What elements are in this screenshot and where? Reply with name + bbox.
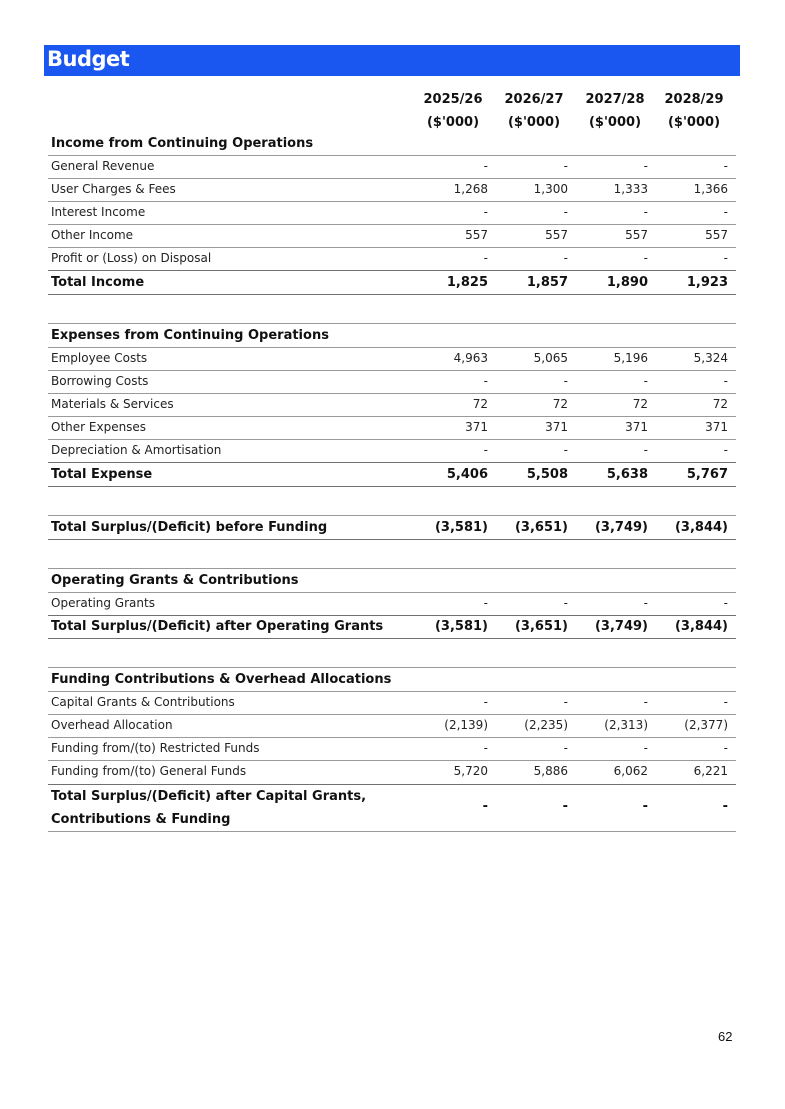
row-label: Depreciation & Amortisation [51,443,222,457]
section-heading-income [48,132,736,156]
cell-value: 1,268 [453,182,488,196]
table-row [48,714,736,738]
cell-value: 5,065 [533,351,568,365]
cell-value: 371 [465,420,488,434]
header-text: 2027/28 [585,92,645,107]
column-header-2025-26 [418,88,488,134]
cell-value: - [723,374,728,388]
cell-value: 371 [625,420,648,434]
cell-value: 5,324 [693,351,728,365]
cell-value: - [483,596,488,610]
table-row [48,439,736,463]
cell-value: 557 [625,228,648,242]
row-label: Other Income [51,228,134,242]
cell-value: - [483,251,488,265]
cell-value: - [483,741,488,755]
row-label: Income from Continuing Operations [51,136,314,151]
cell-value: - [643,695,648,709]
row-label: General Revenue [51,159,155,173]
table-row [48,178,736,202]
row-label: Funding Contributions & Overhead Allocations [51,672,392,687]
cell-value: 6,221 [693,764,728,778]
header-text: ($'000) [507,115,561,130]
cell-value: 1,333 [613,182,648,196]
cell-value: - [483,205,488,219]
row-label: Operating Grants [51,596,155,610]
header-text: 2026/27 [504,92,564,107]
cell-value: - [483,443,488,457]
table-row [48,201,736,225]
cell-value: - [643,443,648,457]
cell-value: - [723,251,728,265]
surplus-after-operating-grants-row [48,615,736,639]
cell-value: - [723,443,728,457]
cell-value: 1,300 [533,182,568,196]
cell-value: 72 [712,397,728,411]
table-row [48,737,736,761]
cell-value: 6,062 [613,764,648,778]
cell-value: (2,377) [684,718,728,732]
total-expense-row [48,463,736,487]
cell-value: - [643,159,648,173]
row-label: Total Income [51,275,145,290]
row-label: Other Expenses [51,420,147,434]
cell-value: (3,581) [434,520,488,535]
table-row [48,760,736,783]
table-row [48,224,736,248]
table-row [48,691,736,715]
surplus-before-funding-row [48,515,736,540]
row-label: Overhead Allocation [51,718,173,732]
row-label: Funding from/(to) Restricted Funds [51,741,260,755]
cell-value: - [483,374,488,388]
cell-value: 1,923 [686,275,728,290]
cell-value: 1,825 [446,275,488,290]
cell-value: 5,638 [606,467,648,482]
final-total-label-line1: Total Surplus/(Deficit) after Capital Grants, [51,789,367,804]
row-label: Operating Grants & Contributions [51,573,299,588]
cell-value: 1,366 [693,182,728,196]
table-row [48,370,736,394]
cell-value: - [723,741,728,755]
cell-value: (3,844) [674,520,728,535]
table-row [48,347,736,371]
cell-value: - [563,374,568,388]
cell-value: - [723,159,728,173]
cell-value: 1,857 [526,275,568,290]
header-text: ($'000) [588,115,642,130]
column-header-2026-27 [499,88,569,134]
table-row [48,247,736,271]
row-label: Interest Income [51,205,146,219]
cell-value: (3,749) [594,619,648,634]
cell-value: - [643,205,648,219]
cell-value: 371 [545,420,568,434]
row-label: Borrowing Costs [51,374,149,388]
cell-value: 5,196 [613,351,648,365]
cell-value: - [642,799,648,814]
row-label: Materials & Services [51,397,174,411]
cell-value: 557 [705,228,728,242]
cell-value: - [483,695,488,709]
cell-value: - [563,443,568,457]
cell-value: 4,963 [453,351,488,365]
row-label: Employee Costs [51,351,148,365]
cell-value: (3,651) [514,520,568,535]
header-text: ($'000) [426,115,480,130]
final-total-label-line2: Contributions & Funding [51,812,231,827]
cell-value: - [643,251,648,265]
cell-value: - [723,205,728,219]
cell-value: - [563,741,568,755]
cell-value: 5,767 [686,467,728,482]
cell-value: 5,406 [446,467,488,482]
cell-value: - [722,799,728,814]
section-heading-funding [48,667,736,692]
cell-value: - [563,159,568,173]
cell-value: - [643,596,648,610]
cell-value: (2,139) [444,718,488,732]
title-banner [44,45,740,76]
column-header-2028-29 [659,88,729,134]
cell-value: 5,720 [453,764,488,778]
cell-value: (3,581) [434,619,488,634]
column-header-2027-28 [580,88,650,134]
cell-value: 1,890 [606,275,648,290]
table-row [48,416,736,440]
cell-value: (3,651) [514,619,568,634]
page-title: Budget [47,47,130,71]
row-label: Total Expense [51,467,153,482]
cell-value: 5,886 [533,764,568,778]
cell-value: (3,844) [674,619,728,634]
cell-value: - [563,205,568,219]
cell-value: (2,235) [524,718,568,732]
row-label: Total Surplus/(Deficit) before Funding [51,520,328,535]
row-label: Funding from/(to) General Funds [51,764,247,778]
table-row [48,155,736,179]
table-row [48,592,736,616]
row-label: Expenses from Continuing Operations [51,328,329,343]
cell-value: - [563,596,568,610]
cell-value: - [723,695,728,709]
total-income-row [48,271,736,295]
cell-value: 72 [552,397,568,411]
cell-value: - [562,799,568,814]
cell-value: - [482,799,488,814]
row-label: User Charges & Fees [51,182,176,196]
header-text: 2025/26 [423,92,483,107]
cell-value: 557 [545,228,568,242]
cell-value: - [563,251,568,265]
section-heading-expenses [48,323,736,348]
cell-value: 72 [472,397,488,411]
cell-value: 72 [632,397,648,411]
row-label: Capital Grants & Contributions [51,695,235,709]
cell-value: - [723,596,728,610]
cell-value: (3,749) [594,520,648,535]
page-number: 62 [718,1029,733,1044]
header-text: ($'000) [667,115,721,130]
cell-value: - [483,159,488,173]
cell-value: 371 [705,420,728,434]
row-label: Total Surplus/(Deficit) after Operating Grants [51,619,384,634]
table-row [48,393,736,417]
section-heading-operating-grants [48,568,736,593]
surplus-after-capital-grants-row [48,784,736,832]
row-label: Profit or (Loss) on Disposal [51,251,212,265]
cell-value: - [563,695,568,709]
cell-value: 5,508 [526,467,568,482]
header-text: 2028/29 [664,92,724,107]
cell-value: (2,313) [604,718,648,732]
cell-value: 557 [465,228,488,242]
cell-value: - [643,374,648,388]
cell-value: - [643,741,648,755]
